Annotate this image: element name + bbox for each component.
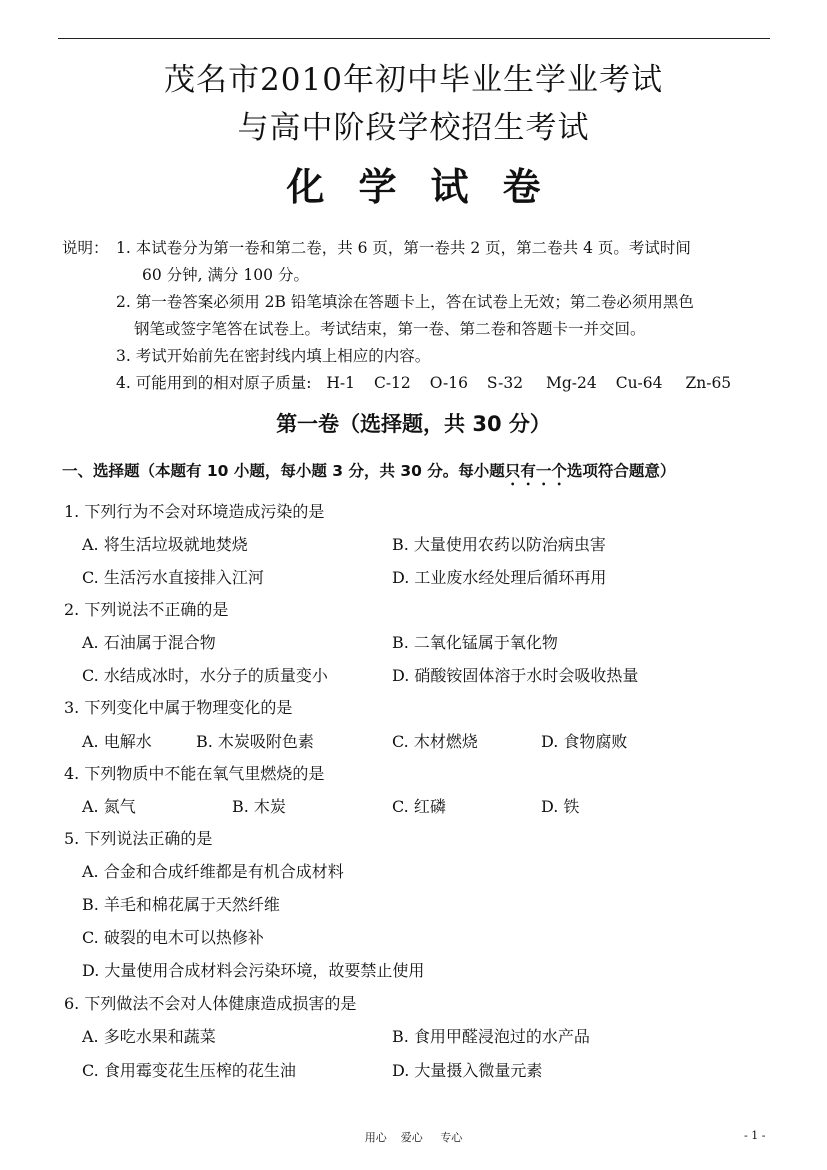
part-heading-emphasis: 只有一个	[504, 462, 567, 480]
part-heading-tail: 选项符合题意）	[566, 462, 676, 480]
question-6-option-c: C. 食用霉变花生压榨的花生油	[82, 1061, 296, 1080]
question-5-option-a: A. 合金和合成纤维都是有机合成材料	[82, 862, 344, 881]
instruction-3: 3. 考试开始前先在密封线内填上相应的内容。	[116, 347, 431, 365]
instruction-1b: 60 分钟, 满分 100 分。	[142, 266, 309, 284]
atomic-mass-o: O-16	[429, 374, 468, 392]
question-1-option-c: C. 生活污水直接排入江河	[82, 568, 264, 587]
instruction-2a: 2. 第一卷答案必须用 2B 铅笔填涂在答题卡上，答在试卷上无效；第二卷必须用黑色	[116, 293, 694, 311]
top-rule	[58, 38, 770, 39]
question-4-option-c: C. 红磷	[392, 797, 446, 816]
question-3-option-a: A. 电解水	[82, 732, 152, 751]
section-title: 第一卷（选择题，共 30 分）	[276, 412, 551, 436]
question-1-option-d: D. 工业废水经处理后循环再用	[392, 568, 607, 587]
question-4-stem: 4. 下列物质中不能在氧气里燃烧的是	[64, 764, 325, 783]
question-6-option-d: D. 大量摄入微量元素	[392, 1061, 543, 1080]
instruction-1a: 1. 本试卷分为第一卷和第二卷，共 6 页，第一卷共 2 页，第二卷共 4 页。考试时间	[116, 239, 691, 257]
question-6-stem: 6. 下列做法不会对人体健康造成损害的是	[64, 994, 357, 1013]
question-6-option-a: A. 多吃水果和蔬菜	[82, 1027, 216, 1046]
atomic-mass-s: S-32	[486, 374, 524, 392]
instruction-2b: 钢笔或签字笔答在试卷上。考试结束，第一卷、第二卷和答题卡一并交回。	[134, 320, 646, 338]
atomic-mass-zn: Zn-65	[685, 374, 732, 392]
exam-title-line2: 与高中阶段学校招生考试	[237, 110, 590, 146]
question-2-option-c: C. 水结成冰时，水分子的质量变小	[82, 666, 328, 685]
question-2-option-b: B. 二氧化锰属于氧化物	[392, 633, 558, 652]
question-4-option-b: B. 木炭	[232, 797, 286, 816]
question-1-stem: 1. 下列行为不会对环境造成污染的是	[64, 502, 325, 521]
instruction-4	[116, 371, 731, 393]
question-2-option-a: A. 石油属于混合物	[82, 633, 216, 652]
question-3-option-d: D. 食物腐败	[541, 732, 628, 751]
part-heading	[62, 459, 675, 489]
atomic-mass-cu: Cu-64	[615, 374, 663, 392]
question-1-option-b: B. 大量使用农药以防治病虫害	[392, 535, 606, 554]
question-5-option-c: C. 破裂的电木可以热修补	[82, 928, 264, 947]
atomic-mass-mg: Mg-24	[546, 374, 597, 392]
question-3-stem: 3. 下列变化中属于物理变化的是	[64, 698, 293, 717]
paper-title: 化学试卷	[286, 164, 575, 209]
question-2-stem: 2. 下列说法不正确的是	[64, 600, 229, 619]
page-number: - 1 -	[744, 1129, 766, 1142]
atomic-mass-h: H-1	[326, 374, 356, 392]
question-5-stem: 5. 下列说法正确的是	[64, 829, 213, 848]
question-1-option-a: A. 将生活垃圾就地焚烧	[82, 535, 248, 554]
question-5-option-d: D. 大量使用合成材料会污染环境，故要禁止使用	[82, 961, 425, 980]
question-4-option-d: D. 铁	[541, 797, 580, 816]
atomic-mass-c: C-12	[373, 374, 411, 392]
question-6-option-b: B. 食用甲醛浸泡过的水产品	[392, 1027, 590, 1046]
question-2-option-d: D. 硝酸铵固体溶于水时会吸收热量	[392, 666, 639, 685]
instructions-label: 说明：	[62, 239, 109, 257]
exam-title-line1: 茂名市2010年初中毕业生学业考试	[164, 62, 663, 98]
question-5-option-b: B. 羊毛和棉花属于天然纤维	[82, 895, 280, 914]
question-4-option-a: A. 氮气	[82, 797, 136, 816]
question-3-option-c: C. 木材燃烧	[392, 732, 478, 751]
part-heading-text: 一、选择题（本题有 10 小题，每小题 3 分，共 30 分。每小题	[62, 462, 505, 480]
footer-motto: 用心 爱心 专心	[364, 1131, 463, 1144]
question-3-option-b: B. 木炭吸附色素	[196, 732, 314, 751]
instruction-4-label: 4. 可能用到的相对原子质量:	[116, 374, 312, 392]
